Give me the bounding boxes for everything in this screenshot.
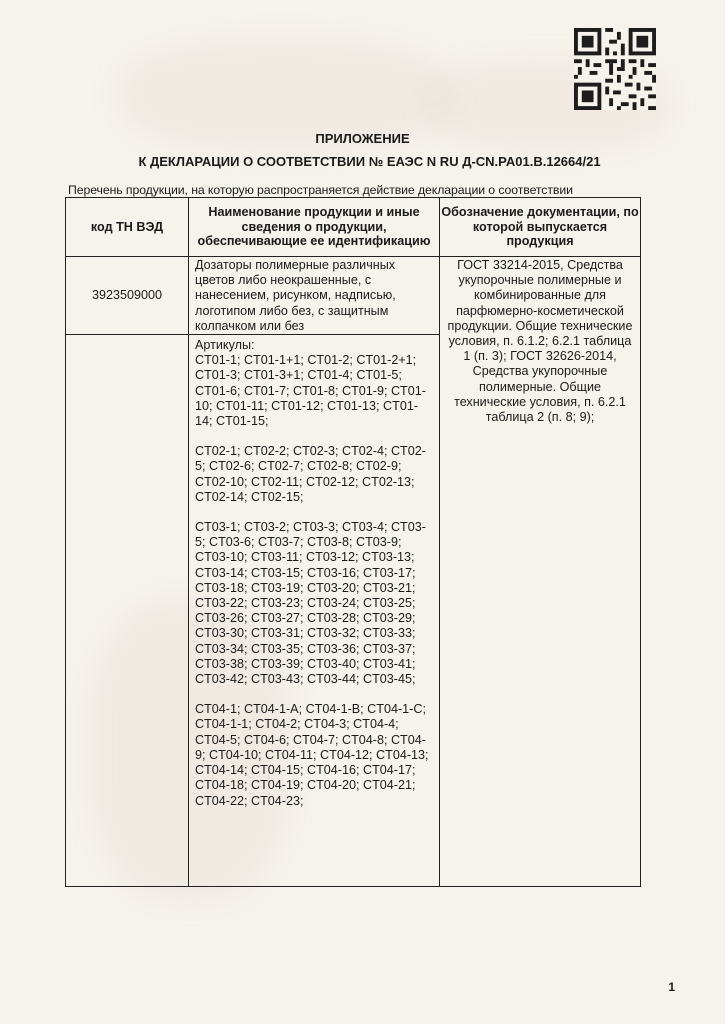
tn-ved-code: 3923509000: [66, 257, 189, 335]
table-row: [66, 257, 641, 335]
qr-code-icon: [573, 28, 657, 110]
header-code: код ТН ВЭД: [66, 198, 189, 257]
page-number: 1: [668, 980, 675, 994]
product-list-subtitle: Перечень продукции, на которую распространяется действие декларации о соответствии: [68, 183, 573, 197]
header-doc: Обозначение документации, по которой выпускается продукция: [440, 198, 641, 257]
documentation-cell: [440, 257, 641, 887]
articles-ct03: CT03-1; CT03-2; CT03-3; CT03-4; CT03-5; CT03-6; CT03-7; CT03-8; CT03-9; CT03-10; CT03-11; CT03-12; CT03-13; CT03-14; CT03-15; CT03-16; CT03-17; CT03-18; CT03-19; CT03-20; CT03-21; CT03-22; CT03-23; CT03-24; CT03-25; CT03-26; CT03-27; CT03-28; CT03-29; CT03-30; CT03-31; CT03-32; CT03-33; CT03-34; CT03-35; CT03-36; CT03-37; CT03-38; CT03-39; CT03-40; CT03-41; CT03-42; CT03-43; CT03-44; CT03-45;: [195, 520, 426, 687]
articles-ct04: CT04-1; CT04-1-A; CT04-1-B; CT04-1-C; CT04-1-1; CT04-2; CT04-3; CT04-4; CT04-5; CT04-6; CT04-7; CT04-8; CT04-9; CT04-10; CT04-11; CT04-12; CT04-13; CT04-14; CT04-15; CT04-16; CT04-17; CT04-18; CT04-19; CT04-20; CT04-21; CT04-22; CT04-23;: [195, 702, 429, 808]
articles-ct01: CT01-1; CT01-1+1; CT01-2; CT01-2+1; CT01-3; CT01-3+1; CT01-4; CT01-5; CT01-6; CT01-7; CT01-8; CT01-9; CT01-10; CT01-11; CT01-12; CT01-13; CT01-14; CT01-15;: [195, 353, 426, 429]
articles-cell: [189, 335, 440, 887]
product-name: Дозаторы полимерные различных цветов либо неокрашенные, с нанесением, рисунком, надписью, логотипом либо без, с защитным колпачком или без: [189, 257, 440, 335]
documentation-text: ГОСТ 33214-2015, Средства укупорочные полимерные и комбинированные для парфюмерно-косметической продукции. Общие технические условия, п. 6.1.2; 6.2.1 таблица 1 (п. 3); ГОСТ 32626-2014, Средства укупорочные полимерные. Общие технические условия, п. 6.2.1 таблица 2 (п. 8; 9);: [447, 258, 633, 425]
header-name: Наименование продукции и иные сведения о продукции, обеспечивающие ее идентификацию: [189, 198, 440, 257]
declaration-title: К ДЕКЛАРАЦИИ О СООТВЕТСТВИИ № ЕАЭС N RU Д-CN.PA01.B.12664/21: [138, 154, 601, 169]
articles-label: Артикулы:: [195, 338, 255, 353]
table-header-row: [66, 198, 641, 257]
appendix-title: ПРИЛОЖЕНИЕ: [315, 131, 410, 146]
product-table: [65, 197, 641, 887]
articles-ct02: CT02-1; CT02-2; CT02-3; CT02-4; CT02-5; CT02-6; CT02-7; CT02-8; CT02-9; CT02-10; CT02-11; CT02-12; CT02-13; CT02-14; CT02-15;: [195, 444, 426, 504]
empty-code-cell: [66, 335, 189, 887]
